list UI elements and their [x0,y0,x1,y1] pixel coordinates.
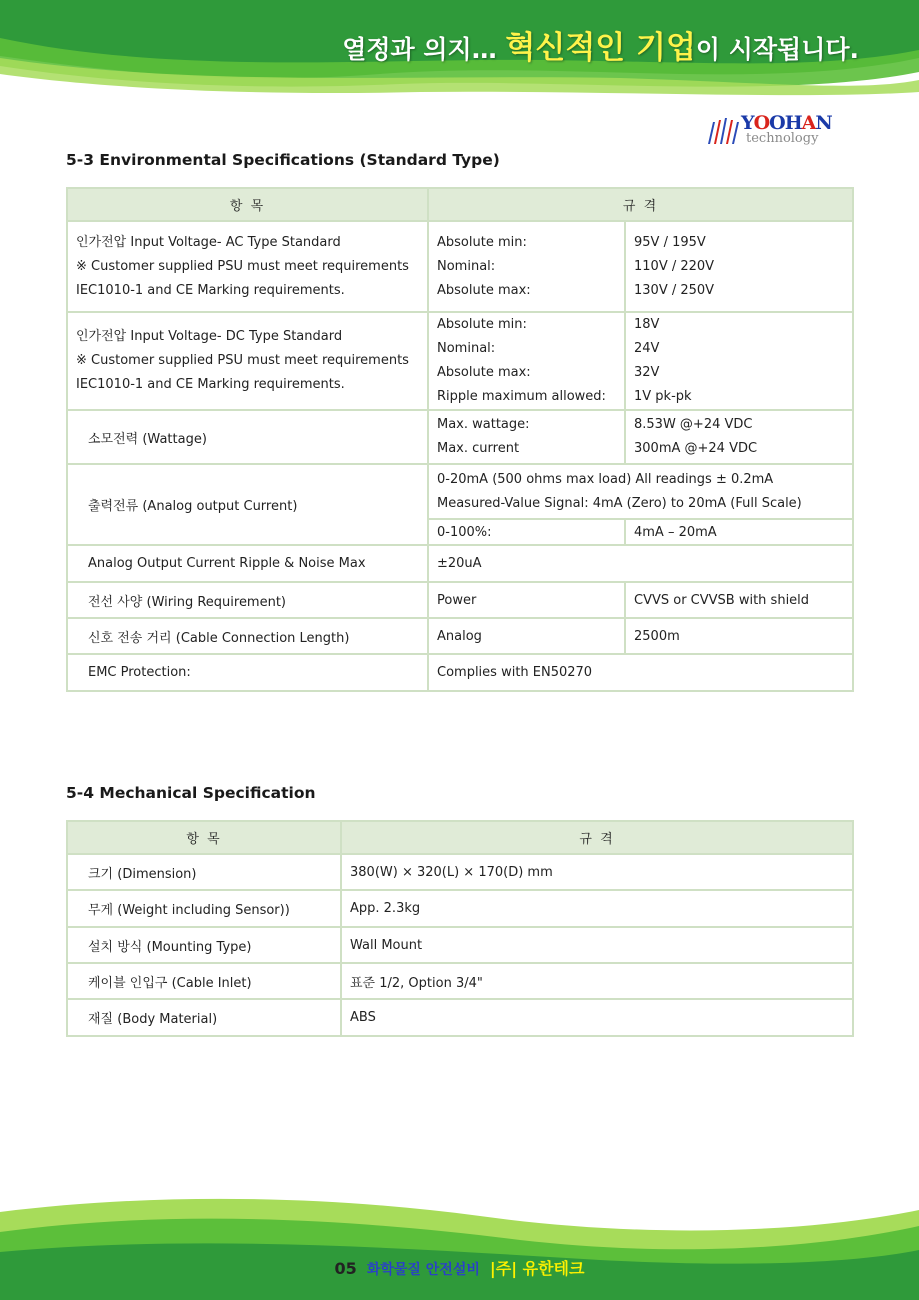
mechanical-spec-table [66,820,854,1037]
row-ripple-value: ±20uA [428,545,853,582]
row-dimension-item: 크기 (Dimension) [67,854,341,890]
footer-company: |주| 유한테크 [489,1259,585,1278]
table-row [67,618,853,654]
row-wiring-label: Power [428,582,625,618]
header-banner [0,0,919,100]
table-row [67,312,853,410]
company-logo [706,112,856,152]
table-row [67,963,853,999]
row-cable-length-label: Analog [428,618,625,654]
environmental-spec-table [66,187,854,692]
header-item: 항 목 [67,821,341,854]
logo-stripes-icon [706,116,740,146]
table-row [67,582,853,618]
row-weight-value: App. 2.3kg [341,890,853,927]
row-dc-values: 18V 24V 32V 1V pk-pk [625,312,853,410]
footer-doc-title: 화학물질 안전설비 [366,1262,480,1278]
row-cable-inlet-value: 표준 1/2, Option 3/4" [341,963,853,999]
row-wattage-item: 소모전력 (Wattage) [67,410,428,464]
row-dimension-value: 380(W) × 320(L) × 170(D) mm [341,854,853,890]
row-analog-description: 0-20mA (500 ohms max load) All readings ± 0.2mA Measured-Value Signal: 4mA (Zero) to 20mA (Full Scale) [428,464,853,519]
row-dc-labels: Absolute min: Nominal: Absolute max: Ripple maximum allowed: [428,312,625,410]
row-material-value: ABS [341,999,853,1036]
row-ac-item: 인가전압 Input Voltage- AC Type Standard ※ Customer supplied PSU must meet requirements IEC1010-1 and CE Marking requirements. [67,221,428,312]
logo-wordmark: YOOHAN [741,112,832,134]
table-header-row [67,821,853,854]
section-title-environmental: 5-3 Environmental Specifications (Standard Type) [66,151,500,169]
row-analog-item: 출력전류 (Analog output Current) [67,464,428,545]
row-emc-value: Complies with EN50270 [428,654,853,691]
table-row [67,890,853,927]
table-row [67,854,853,890]
row-material-item: 재질 (Body Material) [67,999,341,1036]
row-weight-item: 무게 (Weight including Sensor)) [67,890,341,927]
footer-wave-graphic [0,1190,919,1300]
row-cable-length-value: 2500m [625,618,853,654]
page-number: 05 [334,1259,357,1278]
row-cable-length-item: 신호 전송 거리 (Cable Connection Length) [67,618,428,654]
slogan-highlight: 혁신적인 기업 [505,30,696,66]
table-row [67,545,853,582]
footer-banner [0,1190,919,1300]
row-ac-labels: Absolute min: Nominal: Absolute max: [428,221,625,312]
footer-text [0,1256,919,1279]
header-slogan: 열정과 의지… 혁신적인 기업이 시작됩니다. [342,30,859,66]
row-wattage-labels: Max. wattage: Max. current [428,410,625,464]
row-wiring-value: CVVS or CVVSB with shield [625,582,853,618]
row-mounting-item: 설치 방식 (Mounting Type) [67,927,341,963]
row-analog-value: 4mA – 20mA [625,519,853,545]
row-analog-label: 0-100%: [428,519,625,545]
logo-subtitle: technology [746,131,819,146]
row-dc-item: 인가전압 Input Voltage- DC Type Standard ※ Customer supplied PSU must meet requirements IEC1010-1 and CE Marking requirements. [67,312,428,410]
section-title-mechanical: 5-4 Mechanical Specification [66,784,316,802]
header-spec: 규 격 [341,821,853,854]
row-wattage-values: 8.53W @+24 VDC 300mA @+24 VDC [625,410,853,464]
row-cable-inlet-item: 케이블 인입구 (Cable Inlet) [67,963,341,999]
header-spec: 규 격 [428,188,853,221]
table-row [67,221,853,312]
table-row [67,654,853,691]
table-row [67,999,853,1036]
row-ac-values: 95V / 195V 110V / 220V 130V / 250V [625,221,853,312]
row-wiring-item: 전선 사양 (Wiring Requirement) [67,582,428,618]
table-row [67,927,853,963]
row-mounting-value: Wall Mount [341,927,853,963]
table-row [67,464,853,519]
row-ripple-item: Analog Output Current Ripple & Noise Max [67,545,428,582]
table-row [67,410,853,464]
table-header-row [67,188,853,221]
row-emc-item: EMC Protection: [67,654,428,691]
header-item: 항 목 [67,188,428,221]
